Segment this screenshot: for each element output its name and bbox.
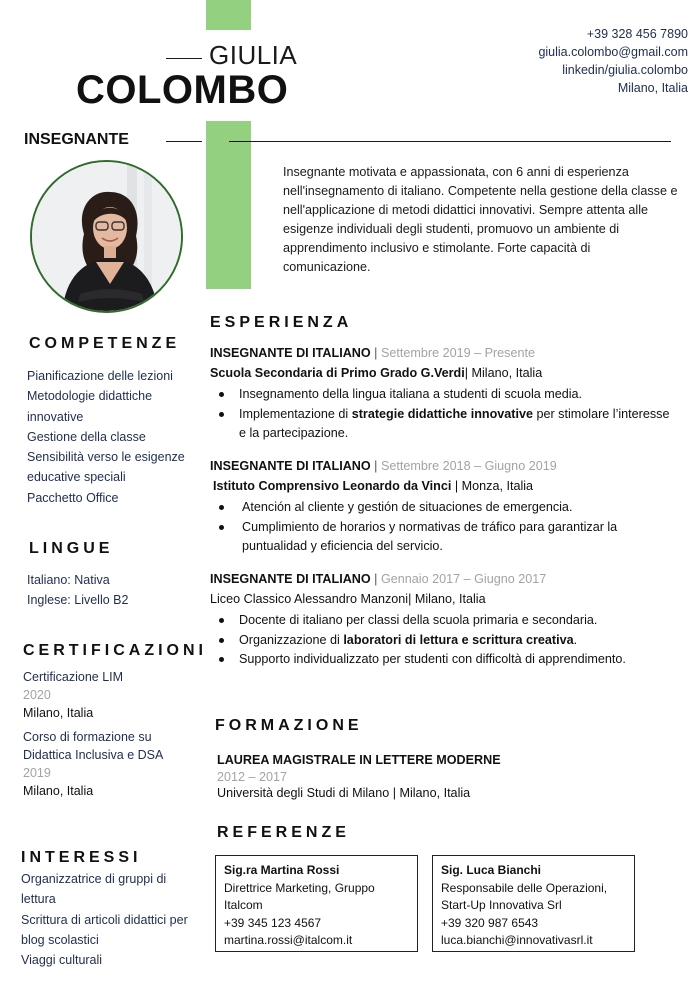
role-divider-right (229, 141, 671, 142)
reference-card (432, 855, 635, 952)
education-degree: LAUREA MAGISTRALE IN LETTERE MODERNE (217, 753, 501, 767)
certification-location: Milano, Italia (23, 706, 94, 720)
accent-bar-middle (206, 121, 251, 289)
reference-name: Sig.ra Martina Rossi (224, 863, 340, 877)
skills-heading: COMPETENZE (29, 335, 181, 352)
skill-item: Pacchetto Office (27, 490, 119, 505)
skill-item: Gestione della classe (27, 429, 146, 444)
job-header (210, 570, 670, 588)
certifications-heading: CERTIFICAZIONI (23, 642, 207, 659)
reference-email[interactable]: luca.bianchi@innovativasrl.it (441, 933, 593, 947)
certification-name: Corso di formazione su Didattica Inclusiva e DSA (23, 730, 164, 762)
education-school: Università degli Studi di Milano | Milano, Italia (217, 786, 471, 800)
job-school: Istituto Comprensivo Leonardo da Vinci (213, 479, 452, 493)
language-item: Inglese: Livello B2 (27, 593, 129, 608)
skill-item: Sensibilità verso le esigenze educative speciali (27, 450, 185, 485)
job-header (210, 457, 670, 475)
job-title: INSEGNANTE DI ITALIANO (210, 572, 371, 586)
job-company (210, 477, 670, 496)
language-item: Italiano: Nativa (27, 573, 110, 587)
bullet-text: . (573, 632, 578, 647)
job-separator: | (370, 346, 381, 360)
job-company: Liceo Classico Alessandro Manzoni| Milano, Italia (210, 592, 486, 606)
job-bullet (210, 405, 670, 444)
certification-year: 2020 (23, 688, 51, 702)
job-dates: Gennaio 2017 – Giugno 2017 (380, 572, 547, 586)
name-dash (166, 58, 202, 59)
job-bullet: Atención al cliente y gestión de situaciones de emergencia. (210, 498, 670, 518)
references-heading: REFERENZE (217, 824, 350, 841)
reference-phone: +39 320 987 6543 (441, 915, 539, 930)
interest-item: Scrittura di articoli didattici per blog scolastici (21, 912, 188, 947)
job-bullet: Insegnamento della lingua italiana a studenti di scuola media. (210, 385, 670, 405)
job-separator: | (370, 572, 381, 586)
job-header (210, 344, 670, 362)
job-company (210, 364, 670, 383)
skill-item: Metodologie didattiche innovative (27, 389, 153, 424)
skills-list (27, 366, 199, 508)
job-bullet: Docente di italiano per classi della scuola primaria e secondaria. (210, 611, 670, 631)
job-location: | Milano, Italia (464, 366, 543, 380)
profile-summary: Insegnante motivata e appassionata, con 6 anni di esperienza nell'insegnamento di italiano. Competente nella gestione della classe e nell'applicazione di metodi didattici innovativi. Sempre attenta alle esigenze individuali degli studenti, promuovo un ambiente di apprendimento inclusivo e stimolante. Forte capacità di comunicazione. (283, 165, 678, 274)
languages-list (27, 570, 199, 611)
reference-phone: +39 345 123 4567 (224, 915, 322, 930)
certification-item (23, 728, 183, 800)
reference-card (215, 855, 418, 952)
role-divider-left (166, 141, 202, 142)
job-separator: | (370, 459, 381, 473)
skill-item: Pianificazione delle lezioni (27, 369, 173, 383)
first-name: GIULIA (209, 40, 298, 70)
certification-item (23, 668, 199, 722)
job-dates: Settembre 2019 – Presente (380, 346, 535, 360)
job-bullet: Cumplimiento de horarios y normativas de tráfico para garantizar la puntualidad y eficiencia del servicio. (210, 518, 670, 557)
interests-heading: INTERESSI (21, 849, 142, 866)
contact-block (538, 25, 688, 97)
job-bullets (210, 498, 670, 557)
education-heading: FORMAZIONE (215, 717, 363, 734)
reference-role: Responsabile delle Operazioni, Start-Up Innovativa Srl (441, 880, 608, 912)
certification-location: Milano, Italia (23, 784, 94, 798)
job-title: INSEGNANTE DI ITALIANO (210, 346, 371, 360)
job-location: | Monza, Italia (451, 479, 534, 493)
profile-photo-illustration (32, 162, 183, 313)
bullet-text: Organizzazione di (239, 632, 344, 647)
bullet-text-bold: strategie didattiche innovative (351, 406, 533, 421)
last-name: COLOMBO (76, 68, 289, 112)
bullet-text-bold: laboratori di lettura e scrittura creativa (343, 632, 574, 647)
job-title: INSEGNANTE DI ITALIANO (210, 459, 371, 473)
accent-bar-top (206, 0, 251, 30)
reference-name: Sig. Luca Bianchi (441, 863, 542, 877)
interest-item: Organizzatrice di gruppi di lettura (21, 872, 167, 907)
experience-item (210, 344, 670, 444)
contact-phone: +39 328 456 7890 (586, 27, 688, 41)
reference-email[interactable]: martina.rossi@italcom.it (224, 933, 353, 947)
job-dates: Settembre 2018 – Giugno 2019 (380, 459, 557, 473)
contact-location: Milano, Italia (617, 81, 688, 95)
job-bullet (210, 631, 670, 651)
education-years: 2012 – 2017 (217, 769, 288, 784)
certification-year: 2019 (23, 766, 51, 780)
certification-name: Certificazione LIM (23, 670, 124, 684)
reference-role: Direttrice Marketing, Gruppo Italcom (224, 880, 375, 912)
job-bullet: Supporto individualizzato per studenti con difficoltà di apprendimento. (210, 650, 670, 670)
interest-item: Viaggi culturali (21, 953, 103, 968)
languages-heading: LINGUE (29, 540, 114, 557)
bullet-text: Implementazione di (239, 406, 352, 421)
job-bullets (210, 385, 670, 444)
experience-heading: ESPERIENZA (210, 314, 353, 331)
experience-item (210, 570, 670, 670)
contact-linkedin[interactable]: linkedin/giulia.colombo (562, 63, 688, 77)
education-item (217, 752, 501, 802)
bullet-text: per stimolare l’interesse e la partecipazione. (239, 406, 670, 440)
profile-photo (30, 160, 183, 313)
contact-email[interactable]: giulia.colombo@gmail.com (538, 45, 688, 59)
role-title: INSEGNANTE (24, 131, 129, 148)
job-bullets (210, 611, 670, 670)
job-school: Scuola Secondaria di Primo Grado G.Verdi (210, 366, 465, 380)
interests-list (21, 869, 193, 970)
experience-item (210, 457, 670, 557)
